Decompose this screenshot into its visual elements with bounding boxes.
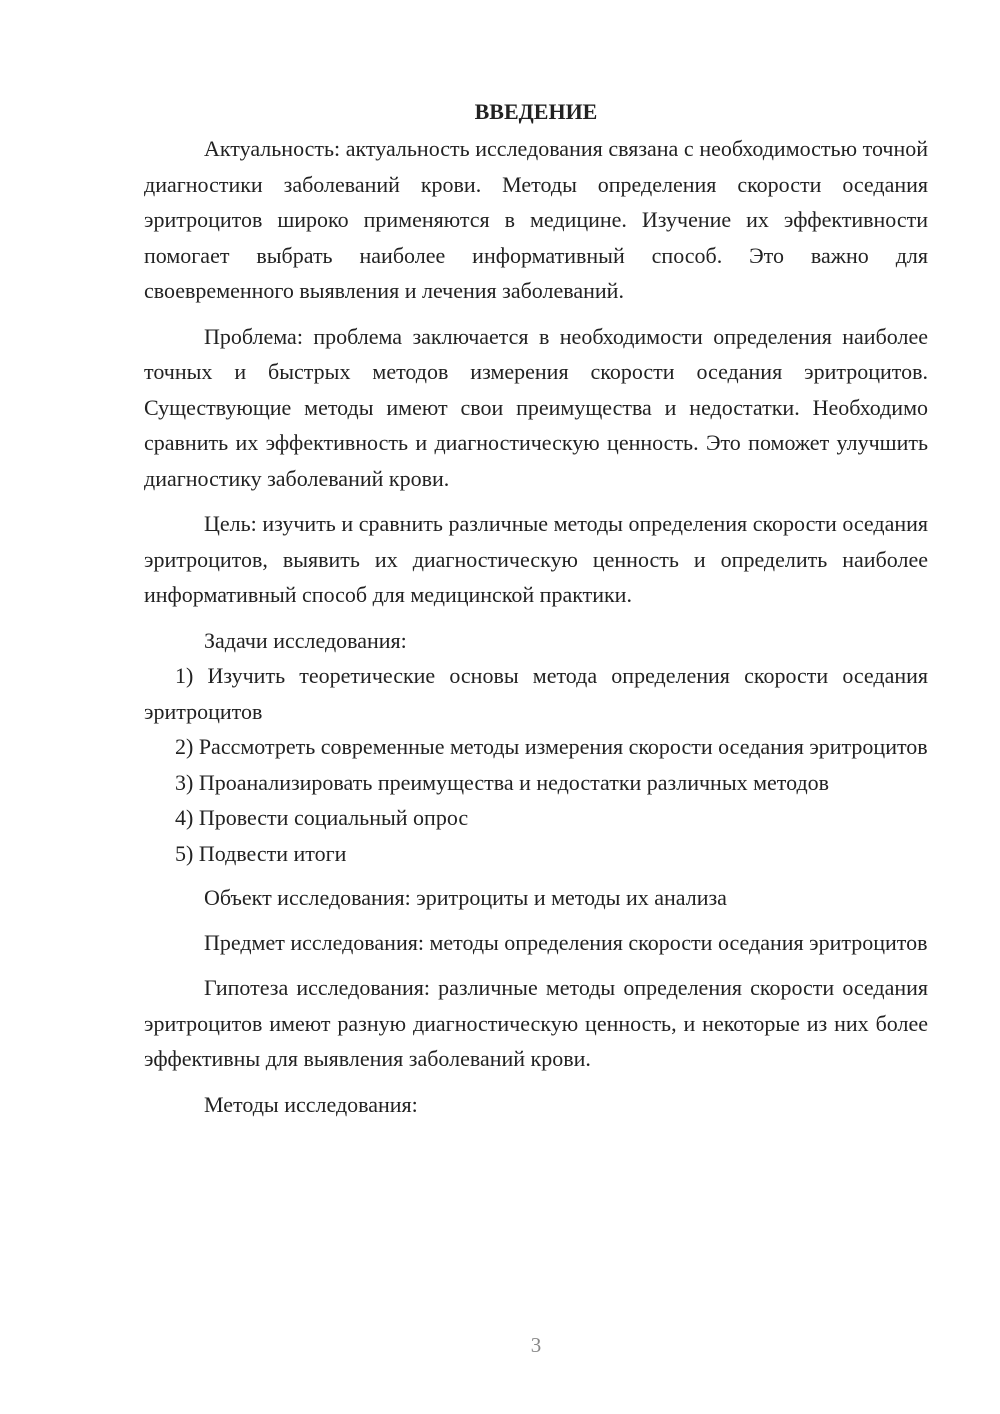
tasks-list bbox=[144, 658, 928, 871]
task-item-3: 3) Проанализировать преимущества и недостатки различных методов bbox=[175, 769, 830, 795]
object-paragraph: Объект исследования: эритроциты и методы их анализа bbox=[204, 885, 727, 910]
page-number: 3 bbox=[530, 1333, 542, 1357]
goal-paragraph: Цель: изучить и сравнить различные методы определения скорости оседания эритроцитов, выявить их диагностическую ценность и определить наиболее информативный способ для медицинской практики. bbox=[144, 511, 928, 607]
task-item-2: 2) Рассмотреть современные методы измерения скорости оседания эритроцитов bbox=[175, 734, 928, 759]
task-item-1: 1) Изучить теоретические основы метода определения скорости оседания эритроцитов bbox=[144, 663, 928, 724]
tasks-heading: Задачи исследования: bbox=[204, 627, 407, 653]
task-item-4: 4) Провести социальный опрос bbox=[175, 805, 469, 830]
methods-heading: Методы исследования: bbox=[204, 1091, 418, 1117]
section-title: ВВЕДЕНИЕ bbox=[474, 99, 598, 124]
task-item-5: 5) Подвести итоги bbox=[175, 840, 347, 866]
relevance-paragraph: Актуальность: актуальность исследования связана с необходимостью точной диагностики заболеваний крови. Методы определения скорости оседания эритроцитов широко применяются в медицине. Изучение их эффективности помогает выбрать наиболее информативный способ. Это важно для своевременного выявления и лечения заболеваний. bbox=[144, 136, 928, 303]
problem-paragraph: Проблема: проблема заключается в необходимости определения наиболее точных и быстрых методов измерения скорости оседания эритроцитов. Существующие методы имеют свои преимущества и недостатки. Необходимо сравнить их эффективность и диагностическую ценность. Это поможет улучшить диагностику заболеваний крови. bbox=[144, 323, 928, 491]
hypothesis-paragraph: Гипотеза исследования: различные методы определения скорости оседания эритроцитов имеют разную диагностическую ценность, и некоторые из них более эффективны для выявления заболеваний крови. bbox=[144, 975, 928, 1071]
subject-paragraph: Предмет исследования: методы определения скорости оседания эритроцитов bbox=[204, 929, 928, 955]
document-body bbox=[144, 93, 928, 1122]
